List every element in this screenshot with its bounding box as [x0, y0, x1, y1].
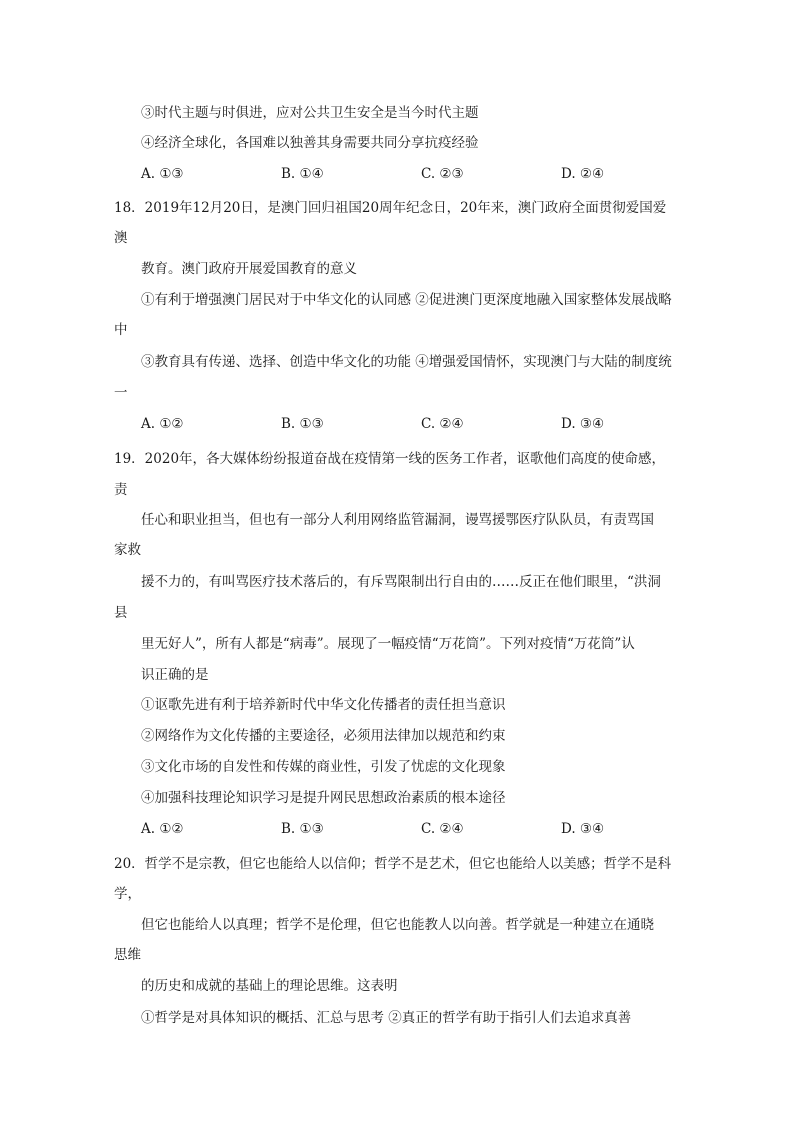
q17-option-c: C. ②③ — [421, 166, 464, 182]
q20-stem-line-2: 学， — [114, 886, 141, 902]
q19-item-2: ②网络作为文化传播的主要途径，必须用法律加以规范和约束 — [141, 728, 506, 744]
q19-option-c: C. ②④ — [421, 821, 464, 837]
q18-option-a: A. ①② — [141, 416, 184, 432]
q19-stem-line-8: 识正确的是 — [141, 667, 209, 683]
q19-item-1: ①讴歌先进有利于培养新时代中华文化传播者的责任担当意识 — [141, 697, 506, 713]
q17-option-a: A. ①③ — [141, 166, 184, 182]
q19-stem-line-4: 家救 — [114, 542, 141, 558]
q19-option-b: B. ①③ — [281, 821, 324, 837]
q19-stem-line-2: 责 — [114, 482, 128, 498]
q19-option-d: D. ③④ — [561, 821, 605, 837]
q18-item-line-4: 一 — [114, 385, 128, 401]
q18-option-b: B. ①③ — [281, 416, 324, 432]
q18-item-line-2: 中 — [114, 322, 128, 338]
q19-stem-line-5: 援不力的，有叫骂医疗技术落后的，有斥骂限制出行自由的……反正在他们眼里，“洪洞 — [141, 574, 661, 590]
q19-option-a: A. ①② — [141, 821, 184, 837]
q18-stem-line-2: 澳 — [114, 230, 128, 246]
q20-stem-line-3: 但它也能给人以真理；哲学不是伦理，但它也能教人以向善。哲学就是一种建立在通晓 — [141, 917, 654, 933]
q20-stem-line-1: 20．哲学不是宗教，但它也能给人以信仰；哲学不是艺术，但它也能给人以美感；哲学不是科 — [114, 856, 672, 872]
q19-stem-line-7: 里无好人”，所有人都是“病毒”。展现了一幅疫情“万花筒”。下列对疫情“万花筒”认 — [141, 636, 635, 652]
q20-stem-line-4: 思维 — [114, 947, 141, 963]
q18-option-c: C. ②④ — [421, 416, 464, 432]
q17-option-b: B. ①④ — [281, 166, 324, 182]
q17-item-4: ④经济全球化，各国难以独善其身需要共同分享抗疫经验 — [141, 135, 479, 151]
q19-item-4: ④加强科技理论知识学习是提升网民思想政治素质的根本途径 — [141, 790, 506, 806]
q18-item-line-1: ①有利于增强澳门居民对于中华文化的认同感 ②促进澳门更深度地融入国家整体发展战略 — [141, 292, 672, 308]
q20-stem-line-5: 的历史和成就的基础上的理论思维。这表明 — [141, 978, 398, 994]
q19-stem-line-6: 县 — [114, 605, 128, 621]
q19-stem-line-3: 任心和职业担当，但也有一部分人利用网络监管漏洞，谩骂援鄂医疗队队员，有责骂国 — [141, 512, 654, 528]
q18-item-line-3: ③教育具有传递、选择、创造中华文化的功能 ④增强爱国情怀，实现澳门与大陆的制度统 — [141, 354, 672, 370]
q20-item-line-1: ①哲学是对具体知识的概括、汇总与思考 ②真正的哲学有助于指引人们去追求真善 — [141, 1010, 632, 1026]
q17-option-d: D. ②④ — [561, 166, 605, 182]
q18-stem-line-1: 18．2019年12月20日，是澳门回归祖国20周年纪念日，20年来，澳门政府全面贯彻爱国爱 — [114, 200, 667, 216]
q17-item-3: ③时代主题与时俱进，应对公共卫生安全是当今时代主题 — [141, 105, 479, 121]
q19-item-3: ③文化市场的自发性和传媒的商业性，引发了忧虑的文化现象 — [141, 759, 506, 775]
q19-stem-line-1: 19．2020年，各大媒体纷纷报道奋战在疫情第一线的医务工作者，讴歌他们高度的使命感， — [114, 451, 666, 467]
q18-option-d: D. ③④ — [561, 416, 605, 432]
q18-stem-line-3: 教育。澳门政府开展爱国教育的意义 — [141, 261, 357, 277]
